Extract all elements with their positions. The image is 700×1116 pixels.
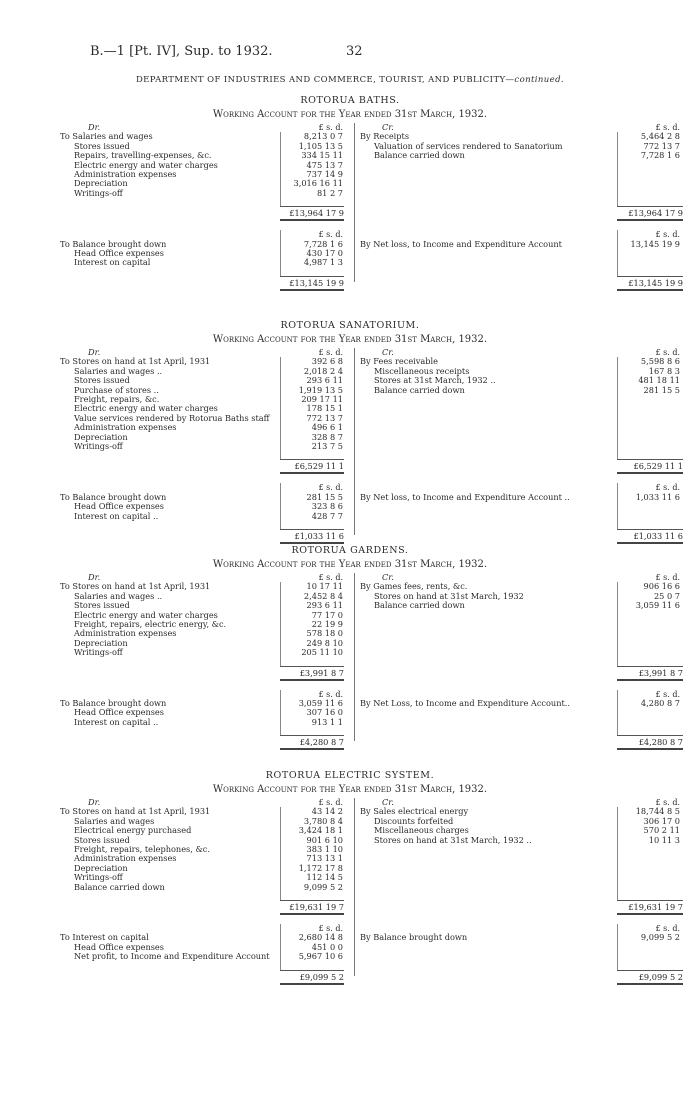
money-columns-header: £ s. d. (318, 483, 343, 493)
entry-amount: 178 15 1 (306, 403, 343, 414)
entry-label: By Net loss, to Income and Expenditure Account .. (360, 491, 570, 502)
entry-label: Freight, repairs, electric energy, &c. (74, 619, 227, 629)
total-amount: £19,631 19 7 (280, 900, 344, 915)
left-side (60, 347, 355, 541)
entry-label: Head Office expenses (74, 707, 164, 718)
entry-label: Salaries and wages .. (74, 590, 163, 601)
total-amount: £9,099 5 2 (617, 970, 683, 985)
entry-amount: 481 18 11 (638, 375, 680, 386)
amount-rule (280, 357, 281, 459)
amount-rule (280, 483, 281, 529)
entry-label: Depreciation (74, 862, 128, 873)
document-reference: B.—1 [Pt. IV], Sup. to 1932. (90, 44, 273, 59)
amount-rule (617, 357, 618, 459)
money-columns-header: £ s. d. (655, 689, 680, 699)
entry-amount: 570 2 11 (643, 825, 680, 836)
section-subtitle: Working Account for the Year ended 31st March, 1932. (212, 784, 488, 795)
left-side (60, 572, 355, 748)
total-amount: £13,964 17 9 (280, 206, 344, 221)
entry-amount: 1,105 13 5 (298, 140, 343, 151)
total-amount: £6,529 11 1 (617, 459, 683, 474)
entry-amount: 1,919 13 5 (298, 384, 343, 395)
entry-amount: 8,213 0 7 (303, 131, 343, 142)
entry-label: To Stores on hand at 1st April, 1931 (60, 356, 211, 367)
entry-amount: 9,099 5 2 (640, 932, 680, 943)
entry-label: By Balance brought down (360, 932, 468, 943)
entry-label: By Net loss, to Income and Expenditure Account (360, 238, 562, 249)
entry-amount: 10 17 11 (306, 581, 343, 592)
ledger-row (60, 189, 355, 198)
entry-label: To Stores on hand at 1st April, 1931 (60, 806, 211, 817)
amount-rule (280, 807, 281, 900)
entry-amount: 18,744 8 5 (635, 806, 680, 817)
total-amount: £1,033 11 6 (280, 529, 344, 544)
amount-rule (617, 807, 618, 900)
dr-label: Dr. (88, 122, 101, 132)
entry-label: Electric energy and water charges (74, 159, 218, 170)
amount-rule (280, 582, 281, 665)
entry-amount: 3,424 18 1 (298, 825, 343, 836)
entry-label: Depreciation (74, 178, 128, 189)
entry-label: Administration expenses (74, 853, 177, 864)
entry-amount: 205 11 10 (301, 647, 343, 658)
entry-amount: 25 0 7 (653, 590, 680, 601)
entry-label: Electric energy and water charges (74, 403, 218, 414)
entry-amount: 3,780 8 4 (303, 815, 343, 826)
ledger-row (360, 493, 680, 502)
total-amount: £13,145 19 9 (280, 276, 344, 291)
entry-amount: 451 0 0 (311, 941, 343, 952)
center-rule (354, 798, 355, 976)
total-amount: £3,991 8 7 (280, 666, 344, 681)
entry-amount: 293 6 11 (306, 375, 343, 386)
ledger-row (60, 883, 355, 892)
entry-amount: 2,452 8 4 (303, 590, 343, 601)
entry-label: By Games fees, rents, &c. (360, 581, 468, 592)
section-title: ROTORUA SANATORIUM. (280, 320, 420, 331)
entry-amount: 281 15 5 (643, 384, 680, 395)
entry-amount: 334 15 11 (301, 150, 343, 161)
entry-label: Repairs, travelling-expenses, &c. (74, 150, 212, 161)
entry-label: Head Office expenses (74, 501, 164, 512)
amount-rule (617, 690, 618, 736)
entry-label: By Fees receivable (360, 356, 438, 367)
entry-amount: 2,018 2 4 (303, 365, 343, 376)
entry-amount: 1,172 17 8 (298, 862, 343, 873)
ledger-row (60, 718, 355, 727)
ledger-row (360, 151, 680, 160)
right-side (360, 572, 683, 748)
account-section (0, 95, 700, 292)
entry-label: Head Office expenses (74, 941, 164, 952)
ledger-row (60, 258, 355, 267)
entry-label: Balance carried down (374, 384, 465, 395)
department-heading: DEPARTMENT OF INDUSTRIES AND COMMERCE, TOURIST, AND PUBLICITY—continued. (135, 75, 565, 85)
entry-label: Writings-off (74, 872, 123, 883)
money-columns-header: £ s. d. (655, 924, 680, 933)
entry-label: Stores issued (74, 600, 130, 611)
section-title: ROTORUA GARDENS. (291, 545, 409, 556)
amount-rule (280, 924, 281, 970)
total-amount: £4,280 8 7 (617, 735, 683, 750)
total-amount: £13,145 19 9 (617, 276, 683, 291)
entry-amount: 430 17 0 (306, 248, 343, 258)
entry-label: To Interest on capital (60, 932, 149, 943)
page-number: 32 (346, 44, 363, 59)
entry-label: Depreciation (74, 637, 128, 648)
money-columns-header: £ s. d. (655, 123, 680, 132)
entry-amount: 81 2 7 (316, 187, 343, 198)
entry-label: Stores on hand at 31st March, 1932 .. (374, 834, 532, 845)
entry-label: Purchase of stores .. (74, 384, 159, 395)
right-side (360, 797, 683, 982)
entry-label: By Sales electrical energy (360, 806, 469, 817)
amount-rule (617, 924, 618, 970)
entry-amount: 1,033 11 6 (635, 491, 680, 502)
amount-rule (280, 132, 281, 206)
entry-amount: 392 6 8 (311, 356, 343, 367)
entry-amount: 209 17 11 (301, 394, 343, 404)
money-columns-header: £ s. d. (655, 230, 680, 240)
entry-amount: 213 7 5 (311, 441, 343, 451)
entry-label: Balance carried down (374, 150, 465, 161)
entry-amount: 43 14 2 (311, 806, 343, 817)
center-rule (354, 573, 355, 741)
money-columns-header: £ s. d. (318, 230, 343, 240)
entry-label: Stores issued (74, 834, 130, 845)
entry-label: Writings-off (74, 647, 123, 658)
section-subtitle: Working Account for the Year ended 31st March, 1932. (212, 334, 488, 345)
left-side (60, 797, 355, 982)
entry-label: Stores on hand at 31st March, 1932 (374, 590, 524, 601)
amount-rule (280, 690, 281, 736)
money-columns-header: £ s. d. (318, 348, 343, 357)
cr-label: Cr. (382, 347, 394, 357)
total-amount: £6,529 11 1 (280, 459, 344, 474)
ledger-row (360, 601, 680, 610)
entry-amount: 306 17 0 (643, 815, 680, 826)
total-amount: £3,991 8 7 (617, 666, 683, 681)
entry-label: Administration expenses (74, 422, 177, 433)
cr-label: Cr. (382, 122, 394, 132)
entry-label: Balance carried down (374, 600, 465, 611)
entry-amount: 4,987 1 3 (303, 257, 343, 268)
entry-amount: 3,059 11 6 (298, 698, 343, 708)
ledger-row (60, 952, 355, 961)
amount-rule (617, 483, 618, 529)
section-title: ROTORUA ELECTRIC SYSTEM. (265, 770, 435, 781)
right-side (360, 347, 683, 541)
entry-label: To Stores on hand at 1st April, 1931 (60, 581, 211, 592)
entry-label: By Net Loss, to Income and Expenditure Account.. (360, 698, 570, 708)
entry-amount: 578 18 0 (306, 628, 343, 639)
entry-label: Administration expenses (74, 628, 177, 639)
amount-rule (280, 230, 281, 276)
entry-amount: 249 8 10 (306, 637, 343, 648)
entry-amount: 307 16 0 (306, 707, 343, 718)
entry-amount: 328 8 7 (311, 431, 343, 442)
ledger-row (60, 648, 355, 657)
money-columns-header: £ s. d. (655, 573, 680, 582)
entry-amount: 5,598 8 6 (640, 356, 680, 367)
total-amount: £13,964 17 9 (617, 206, 683, 221)
entry-amount: 5,464 2 8 (640, 131, 680, 142)
entry-label: To Balance brought down (60, 238, 167, 249)
money-columns-header: £ s. d. (318, 573, 343, 582)
entry-amount: 496 6 1 (311, 422, 343, 433)
left-side (60, 122, 355, 288)
entry-label: Electric energy and water charges (74, 609, 218, 620)
entry-amount: 901 6 10 (306, 834, 343, 845)
entry-label: Freight, repairs, &c. (74, 394, 160, 404)
entry-amount: 772 13 7 (643, 140, 680, 151)
amount-rule (617, 230, 618, 276)
right-side (360, 122, 683, 288)
entry-label: To Salaries and wages (60, 131, 153, 142)
entry-label: Depreciation (74, 431, 128, 442)
entry-label: Stores issued (74, 140, 130, 151)
money-columns-header: £ s. d. (655, 348, 680, 357)
entry-label: Balance carried down (74, 881, 165, 892)
total-amount: £1,033 11 6 (617, 529, 683, 544)
entry-label: Stores at 31st March, 1932 .. (374, 375, 496, 386)
entry-label: Stores issued (74, 375, 130, 386)
entry-amount: 5,967 10 6 (298, 951, 343, 962)
total-amount: £19,631 19 7 (617, 900, 683, 915)
ledger-row (360, 933, 680, 942)
dr-label: Dr. (88, 572, 101, 582)
section-title: ROTORUA BATHS. (300, 95, 400, 106)
entry-label: Interest on capital (74, 257, 151, 268)
entry-amount: 10 11 3 (648, 834, 680, 845)
entry-label: To Balance brought down (60, 698, 167, 708)
account-section (0, 545, 700, 751)
dr-label: Dr. (88, 347, 101, 357)
ledger-table (60, 122, 683, 292)
entry-label: Interest on capital .. (74, 510, 159, 521)
entry-label: Salaries and wages (74, 815, 155, 826)
entry-amount: 772 13 7 (306, 412, 343, 423)
center-rule (354, 348, 355, 535)
total-amount: £4,280 8 7 (280, 735, 344, 750)
entry-amount: 323 8 6 (311, 501, 343, 512)
ledger-table (60, 797, 683, 986)
ledger-row (360, 699, 680, 708)
entry-amount: 475 13 7 (306, 159, 343, 170)
money-columns-header: £ s. d. (318, 924, 343, 933)
entry-label: Miscellaneous charges (374, 825, 469, 836)
entry-amount: 913 1 1 (311, 716, 343, 727)
entry-label: Head Office expenses (74, 248, 164, 258)
entry-amount: 3,059 11 6 (635, 600, 680, 611)
entry-amount: 281 15 5 (306, 491, 343, 502)
entry-label: Interest on capital .. (74, 716, 159, 727)
entry-label: To Balance brought down (60, 491, 167, 502)
entry-amount: 7,728 1 6 (303, 238, 343, 249)
dr-label: Dr. (88, 797, 101, 807)
entry-label: Writings-off (74, 441, 123, 451)
entry-amount: 737 14 9 (306, 169, 343, 179)
entry-amount: 293 6 11 (306, 600, 343, 611)
ledger-row (60, 512, 355, 521)
entry-amount: 112 14 5 (306, 872, 343, 883)
entry-amount: 906 16 6 (643, 581, 680, 592)
entry-label: Valuation of services rendered to Sanatorium (374, 140, 563, 151)
cr-label: Cr. (382, 572, 394, 582)
ledger-table (60, 572, 683, 751)
entry-label: Freight, repairs, telephones, &c. (74, 844, 210, 854)
entry-amount: 13,145 19 9 (630, 238, 680, 249)
entry-label: Value services rendered by Rotorua Baths staff (74, 412, 270, 423)
section-subtitle: Working Account for the Year ended 31st March, 1932. (212, 109, 488, 120)
section-subtitle: Working Account for the Year ended 31st March, 1932. (212, 559, 488, 570)
total-amount: £9,099 5 2 (280, 970, 344, 985)
entry-amount: 167 8 3 (648, 365, 680, 376)
entry-amount: 713 13 1 (306, 853, 343, 864)
entry-amount: 77 17 0 (311, 609, 343, 620)
entry-amount: 7,728 1 6 (640, 150, 680, 161)
entry-label: Discounts forfeited (374, 815, 454, 826)
entry-label: Electrical energy purchased (74, 825, 192, 836)
entry-label: Administration expenses (74, 169, 177, 179)
amount-rule (617, 132, 618, 206)
ledger-row (360, 836, 680, 845)
entry-amount: 2,680 14 8 (298, 932, 343, 943)
money-columns-header: £ s. d. (318, 123, 343, 132)
entry-label: Salaries and wages .. (74, 365, 163, 376)
money-columns-header: £ s. d. (655, 483, 680, 493)
money-columns-header: £ s. d. (655, 798, 680, 807)
entry-amount: 428 7 7 (311, 510, 343, 521)
money-columns-header: £ s. d. (318, 689, 343, 699)
entry-amount: 9,099 5 2 (303, 881, 343, 892)
money-columns-header: £ s. d. (318, 798, 343, 807)
entry-amount: 4,280 8 7 (640, 698, 680, 708)
account-section (0, 770, 700, 986)
center-rule (354, 123, 355, 282)
ledger-row (60, 442, 355, 451)
ledger-row (360, 386, 680, 395)
entry-amount: 3,016 16 11 (293, 178, 343, 189)
account-section (0, 320, 700, 545)
entry-amount: 383 1 10 (306, 844, 343, 854)
cr-label: Cr. (382, 797, 394, 807)
ledger-table (60, 347, 683, 545)
entry-label: Miscellaneous receipts (374, 365, 470, 376)
entry-label: By Receipts (360, 131, 410, 142)
entry-label: Writings-off (74, 187, 123, 198)
amount-rule (617, 582, 618, 665)
entry-amount: 22 19 9 (311, 619, 343, 629)
ledger-row (360, 240, 680, 249)
entry-label: Net profit, to Income and Expenditure Account (74, 951, 270, 962)
